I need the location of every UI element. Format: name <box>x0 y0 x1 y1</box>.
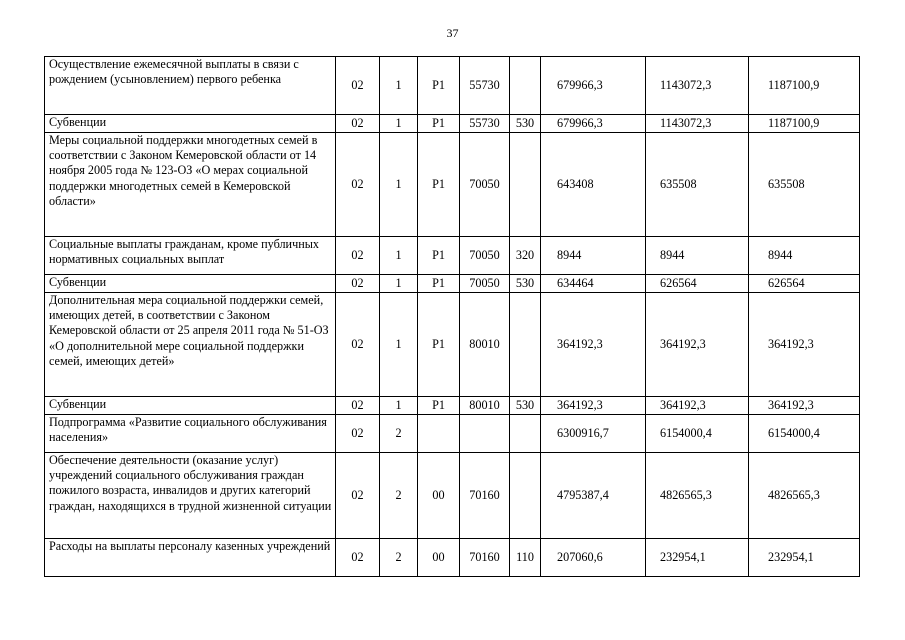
cell-c4: 70160 <box>460 453 510 539</box>
cell-c4: 70160 <box>460 539 510 577</box>
cell-c1: 02 <box>336 57 380 115</box>
cell-c4: 70050 <box>460 133 510 237</box>
cell-c3: P1 <box>418 275 460 293</box>
cell-v1: 643408 <box>541 133 646 237</box>
cell-v1: 364192,3 <box>541 293 646 397</box>
table-row <box>45 237 860 275</box>
cell-c1: 02 <box>336 453 380 539</box>
cell-c3: 00 <box>418 453 460 539</box>
cell-c2: 2 <box>380 539 418 577</box>
cell-v2: 626564 <box>646 275 749 293</box>
cell-c2: 2 <box>380 415 418 453</box>
cell-c1: 02 <box>336 237 380 275</box>
cell-c3: P1 <box>418 237 460 275</box>
cell-v2: 364192,3 <box>646 293 749 397</box>
row-name: Обеспечение деятельности (оказание услуг) учреждений социального обслуживания граждан пожилого возраста, инвалидов и других категорий граждан, находящихся в трудной жизненной ситуации <box>45 453 336 539</box>
cell-v3: 635508 <box>749 133 860 237</box>
cell-c5: 530 <box>510 397 541 415</box>
table-row <box>45 453 860 539</box>
cell-v2: 1143072,3 <box>646 57 749 115</box>
cell-c2: 1 <box>380 115 418 133</box>
table-row <box>45 133 860 237</box>
cell-c4: 80010 <box>460 397 510 415</box>
cell-c2: 2 <box>380 453 418 539</box>
cell-v1: 679966,3 <box>541 57 646 115</box>
cell-v2: 4826565,3 <box>646 453 749 539</box>
budget-table <box>44 56 860 577</box>
cell-v3: 232954,1 <box>749 539 860 577</box>
cell-v1: 364192,3 <box>541 397 646 415</box>
cell-v3: 1187100,9 <box>749 57 860 115</box>
cell-c3: P1 <box>418 293 460 397</box>
table-row <box>45 397 860 415</box>
cell-c3: P1 <box>418 57 460 115</box>
row-name: Меры социальной поддержки многодетных семей в соответствии с Законом Кемеровской области от 14 ноября 2005 года № 123-ОЗ «О мерах социальной поддержки многодетных семей в Кемеровской области» <box>45 133 336 237</box>
cell-c2: 1 <box>380 133 418 237</box>
cell-c1: 02 <box>336 275 380 293</box>
cell-v1: 207060,6 <box>541 539 646 577</box>
cell-c1: 02 <box>336 415 380 453</box>
cell-c4 <box>460 415 510 453</box>
cell-c1: 02 <box>336 133 380 237</box>
row-name: Осуществление ежемесячной выплаты в связи с рождением (усыновлением) первого ребенка <box>45 57 336 115</box>
table-row <box>45 115 860 133</box>
cell-c4: 70050 <box>460 237 510 275</box>
cell-c1: 02 <box>336 115 380 133</box>
cell-v2: 6154000,4 <box>646 415 749 453</box>
cell-c4: 55730 <box>460 115 510 133</box>
cell-c2: 1 <box>380 397 418 415</box>
table-row <box>45 415 860 453</box>
cell-v3: 1187100,9 <box>749 115 860 133</box>
row-name: Подпрограмма «Развитие социального обслуживания населения» <box>45 415 336 453</box>
cell-c5 <box>510 57 541 115</box>
row-name: Субвенции <box>45 275 336 293</box>
cell-c1: 02 <box>336 293 380 397</box>
cell-c2: 1 <box>380 57 418 115</box>
table-row <box>45 539 860 577</box>
cell-c1: 02 <box>336 539 380 577</box>
cell-v2: 8944 <box>646 237 749 275</box>
cell-v1: 4795387,4 <box>541 453 646 539</box>
cell-c5 <box>510 453 541 539</box>
cell-v3: 8944 <box>749 237 860 275</box>
cell-v1: 8944 <box>541 237 646 275</box>
cell-v3: 4826565,3 <box>749 453 860 539</box>
cell-c3 <box>418 415 460 453</box>
cell-v3: 364192,3 <box>749 397 860 415</box>
page-number: 37 <box>446 26 459 40</box>
cell-c2: 1 <box>380 237 418 275</box>
cell-v2: 1143072,3 <box>646 115 749 133</box>
cell-c2: 1 <box>380 293 418 397</box>
row-name: Субвенции <box>45 115 336 133</box>
cell-v2: 635508 <box>646 133 749 237</box>
cell-c5: 110 <box>510 539 541 577</box>
cell-c3: 00 <box>418 539 460 577</box>
cell-v2: 232954,1 <box>646 539 749 577</box>
row-name: Расходы на выплаты персоналу казенных учреждений <box>45 539 336 577</box>
cell-v1: 6300916,7 <box>541 415 646 453</box>
cell-c5 <box>510 415 541 453</box>
cell-v3: 6154000,4 <box>749 415 860 453</box>
cell-c5 <box>510 293 541 397</box>
cell-c5: 530 <box>510 115 541 133</box>
cell-c4: 55730 <box>460 57 510 115</box>
cell-c3: P1 <box>418 115 460 133</box>
cell-c1: 02 <box>336 397 380 415</box>
cell-v1: 634464 <box>541 275 646 293</box>
cell-v2: 364192,3 <box>646 397 749 415</box>
cell-v3: 626564 <box>749 275 860 293</box>
cell-v1: 679966,3 <box>541 115 646 133</box>
cell-c3: P1 <box>418 133 460 237</box>
row-name: Субвенции <box>45 397 336 415</box>
table-row <box>45 293 860 397</box>
cell-c4: 80010 <box>460 293 510 397</box>
cell-c5: 530 <box>510 275 541 293</box>
row-name: Социальные выплаты гражданам, кроме публичных нормативных социальных выплат <box>45 237 336 275</box>
row-name: Дополнительная мера социальной поддержки семей, имеющих детей, в соответствии с Законом Кемеровской области от 25 апреля 2011 года № 51-ОЗ «О дополнительной мере социальной поддержки семей, имеющих детей» <box>45 293 336 397</box>
cell-c2: 1 <box>380 275 418 293</box>
table-row <box>45 275 860 293</box>
cell-c5: 320 <box>510 237 541 275</box>
table-row <box>45 57 860 115</box>
cell-c4: 70050 <box>460 275 510 293</box>
cell-c5 <box>510 133 541 237</box>
cell-v3: 364192,3 <box>749 293 860 397</box>
cell-c3: P1 <box>418 397 460 415</box>
